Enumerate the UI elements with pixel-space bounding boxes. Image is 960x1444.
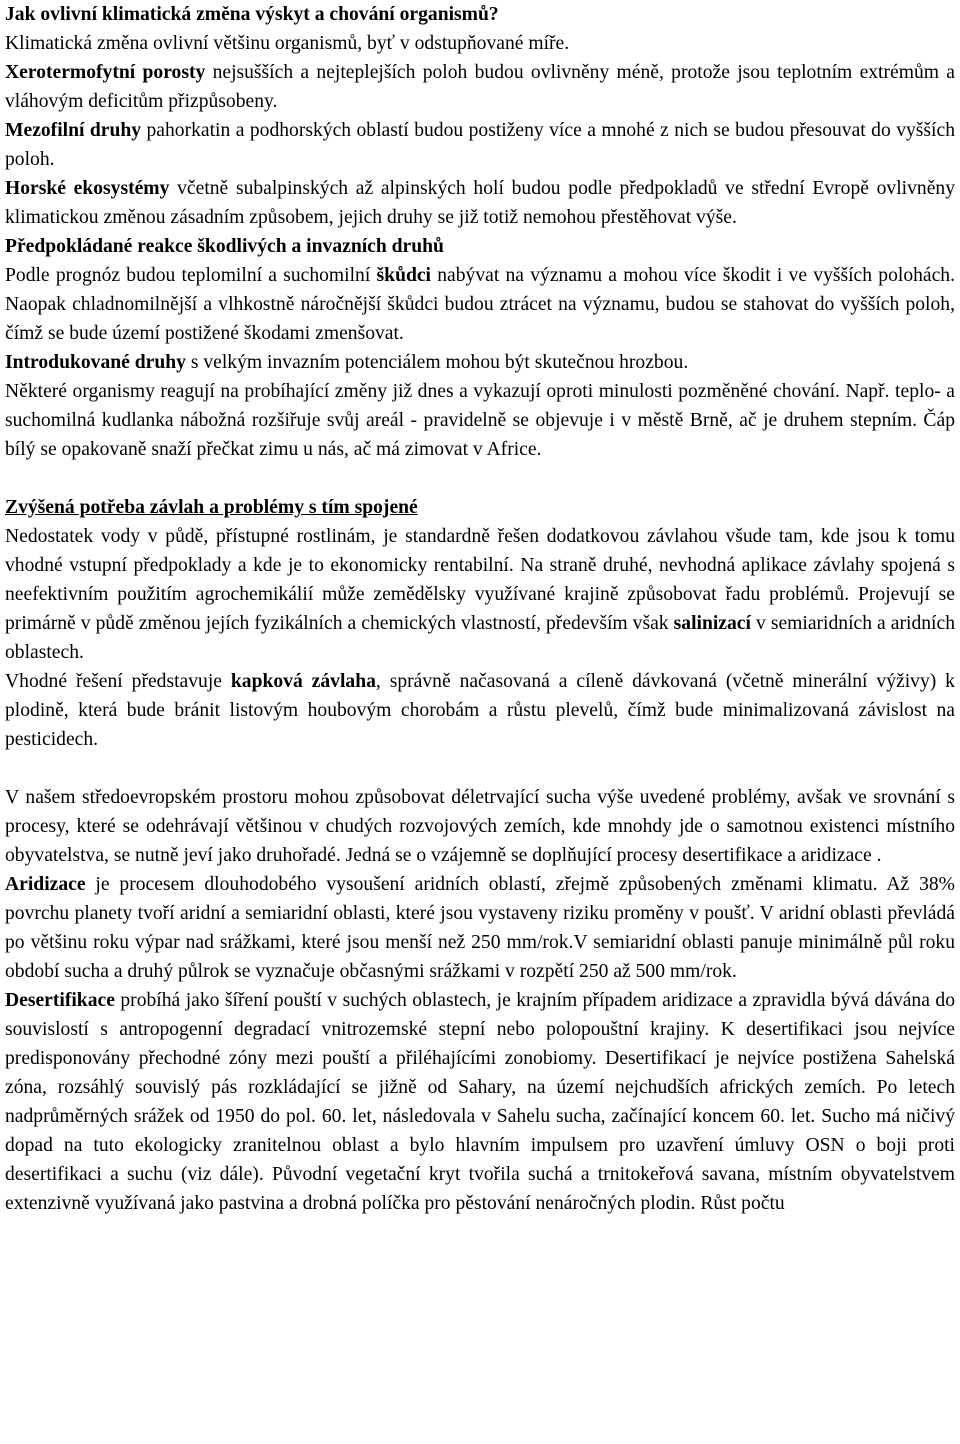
paragraph-text: probíhá jako šíření pouští v suchých oblastech, je krajním případem aridizace a zpravidla bývá dávána do souvislostí s antropogenní degradací vnitrozemské stepní nebo polopouštní krajiny. K desertifikaci jsou nejvíce predisponovány přechodné zóny mezi pouští a přiléhajícími zonobiomy. Desertifikací je nejvíce postižena Sahelská zóna, rozsáhlý souvislý pás rozkládající se jižně od Sahary, na území nejchudších afrických zemích. Po letech nadprůměrných srážek od 1950 do pol. 60. let, následovala v Sahelu sucha, začínající koncem 60. let. Sucho má ničivý dopad na tuto ekologicky zranitelnou oblast a bylo hlavním impulsem pro uzavření úmluvy OSN o boji proti desertifikaci a suchu (viz dále). Původní vegetační kryt tvořila suchá a trnitokeřová savana, místním obyvatelstvem extenzivně využívaná jako pastvina a drobná políčka pro pěstování nenáročných plodin. Růst počtu bbox=[5, 990, 955, 1214]
document-page bbox=[5, 0, 955, 1218]
spacer bbox=[5, 754, 955, 783]
term-aridization: Aridizace bbox=[5, 874, 86, 895]
term-pests: škůdci bbox=[376, 265, 432, 286]
heading-pests-text: Předpokládané reakce škodlivých a invazních druhů bbox=[5, 236, 444, 257]
term-drip-irrigation: kapková závlaha bbox=[230, 671, 376, 692]
term-salinization: salinizací bbox=[673, 613, 751, 634]
paragraph-desertification bbox=[5, 986, 955, 1218]
term-introduced-species: Introdukované druhy bbox=[5, 352, 186, 373]
paragraph-introduced bbox=[5, 348, 955, 377]
term-desertification: Desertifikace bbox=[5, 990, 115, 1011]
paragraph-xerothermic bbox=[5, 58, 955, 116]
paragraph-text: Vhodné řešení představuje bbox=[5, 671, 231, 692]
paragraph-mountain bbox=[5, 174, 955, 232]
paragraph-central-europe: V našem středoevropském prostoru mohou způsobovat déletrvající sucha výše uvedené problémy, avšak ve srovnání s procesy, které se odehrávají většinou v chudých rozvojových zemích, kde mnohdy jde o samotnou existenci místního obyvatelstva, se nutně jeví jako druhořadé. Jedná se o vzájemně se doplňující procesy desertifikace a aridizace . bbox=[5, 787, 955, 866]
paragraph-mesophilic bbox=[5, 116, 955, 174]
paragraph-irrigation bbox=[5, 522, 955, 667]
spacer bbox=[5, 464, 955, 493]
paragraph-text: včetně subalpinských až alpinských holí budou podle předpokladů ve střední Evropě ovlivněny klimatickou změnou zásadním způsobem, jejich druhy se již totiž nemohou přestěhovat výše. bbox=[5, 178, 955, 228]
paragraph-text: Nedostatek vody v půdě, přístupné rostlinám, je standardně řešen dodatkovou závlahou všude tam, kde jsou k tomu vhodné vstupní předpoklady a kde je to ekonomicky rentabilní. Na straně druhé, nevhodná aplikace závlahy spojená s neefektivním použitím agrochemikálií může zemědělsky využívané krajině způsobovat řadu problémů. Projevují se primárně v půdě změnou jejích fyzikálních a chemických vlastností, především však bbox=[5, 526, 955, 634]
intro-text: Klimatická změna ovlivní většinu organismů, byť v odstupňované míře. bbox=[5, 33, 570, 54]
paragraph-text: s velkým invazním potenciálem mohou být skutečnou hrozbou. bbox=[185, 352, 689, 373]
paragraph-text: , správně načasovaná a cíleně dávkovaná (včetně minerální výživy) k plodině, která bude bránit listovým houbovým chorobám a růstu plevelů, čímž bude minimalizovaná závislost na pesticidech. bbox=[5, 671, 955, 750]
paragraph-text: v semiaridních a aridních oblastech. bbox=[5, 613, 955, 663]
paragraph-text: nabývat na významu a mohou více škodit i ve vyšších polohách. Naopak chladnomilnější a vlhkostně náročnější škůdci budou ztrácet na významu, budou se stahovat do vyšších poloh, čímž se bude území postižené škodami zmenšovat. bbox=[5, 265, 955, 344]
paragraph-text: pahorkatin a podhorských oblastí budou postiženy více a mnohé z nich se budou přesouvat do vyšších poloh. bbox=[5, 120, 955, 170]
intro-paragraph bbox=[5, 0, 955, 58]
term-xerothermic: Xerotermofytní porosty bbox=[5, 62, 206, 83]
heading-irrigation-text: Zvýšená potřeba závlah a problémy s tím spojené bbox=[5, 497, 418, 518]
term-mountain-ecosystems: Horské ekosystémy bbox=[5, 178, 170, 199]
paragraph-text: nejsušších a nejteplejších poloh budou ovlivněny méně, protože jsou teplotním extrémům a vláhovým deficitům přizpůsobeny. bbox=[5, 62, 955, 112]
term-mesophilic: Mezofilní druhy bbox=[5, 120, 142, 141]
heading-climate-organisms: Jak ovlivní klimatická změna výskyt a chování organismů? bbox=[5, 4, 499, 25]
paragraph-pests bbox=[5, 261, 955, 348]
paragraph-behaviour: Některé organismy reagují na probíhající změny již dnes a vykazují oproti minulosti pozměněné chování. Např. teplo- a suchomilná kudlanka nábožná rozšiřuje svůj areál - pravidelně se objevuje i v městě Brně, ač je druhem stepním. Čáp bílý se opakovaně snaží přečkat zimu u nás, ač má zimovat v Africe. bbox=[5, 381, 955, 460]
paragraph-text: je procesem dlouhodobého vysoušení aridních oblastí, zřejmě způsobených změnami klimatu. Až 38% povrchu planety tvoří aridní a semiaridní oblasti, které jsou vystaveny riziku proměny v poušť. V aridní oblasti převládá po většinu roku výpar nad srážkami, které jsou menší než 250 mm/rok.V semiaridní oblasti panuje minimálně půl roku období sucha a druhý půlrok se vyznačuje občasnými srážkami v rozpětí 250 až 500 mm/rok. bbox=[5, 874, 955, 982]
paragraph-text: Podle prognóz budou teplomilní a suchomilní bbox=[5, 265, 377, 286]
heading-pests bbox=[5, 232, 955, 261]
heading-irrigation bbox=[5, 493, 955, 522]
paragraph-aridization bbox=[5, 870, 955, 986]
paragraph-drip bbox=[5, 667, 955, 754]
